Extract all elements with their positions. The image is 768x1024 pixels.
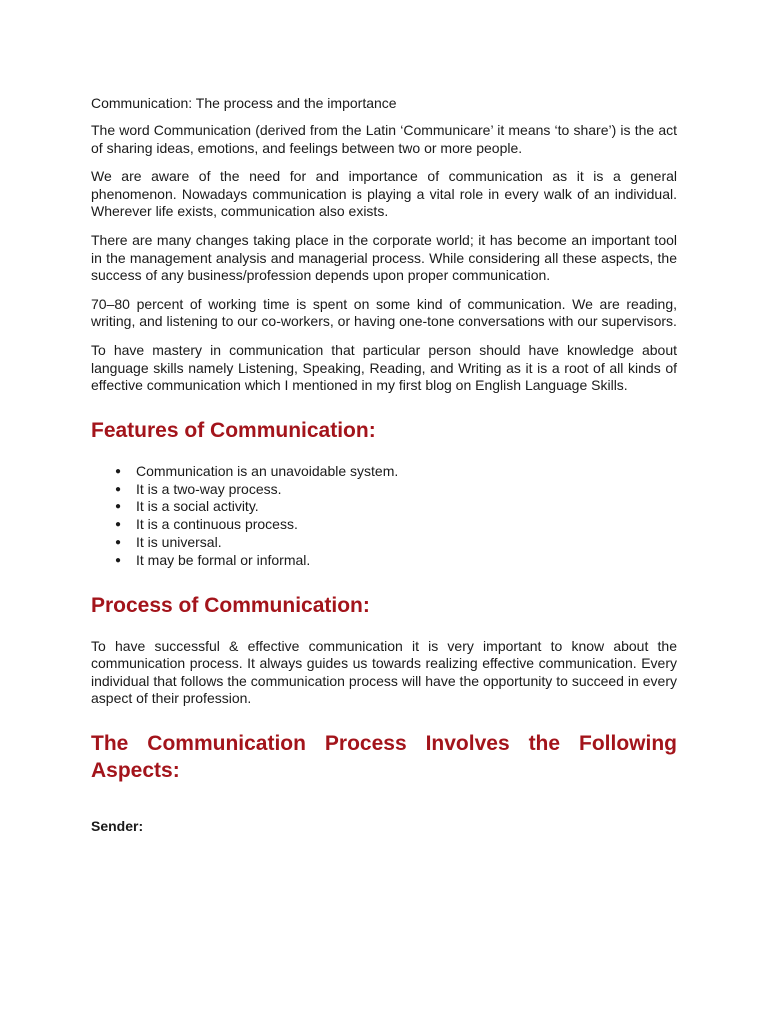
features-list xyxy=(91,463,677,570)
aspects-heading: The Communication Process Involves the Following Aspects: xyxy=(91,731,677,782)
list-item xyxy=(91,498,677,516)
bullet-icon: ● xyxy=(115,536,122,548)
process-paragraph: To have successful & effective communication it is very important to know about the communication process. It always guides us towards realizing effective communication. Every individual that follows the communication process will have the opportunity to succeed in every aspect of their profession. xyxy=(91,637,677,707)
list-item-text: It is a social activity. xyxy=(136,498,259,515)
intro-paragraph-5: To have mastery in communication that particular person should have knowledge about language skills namely Listening, Speaking, Reading, and Writing as it is a root of all kinds of effective communication which I mentioned in my first blog on English Language Skills. xyxy=(91,341,677,394)
bullet-icon: ● xyxy=(115,554,122,566)
bullet-icon: ● xyxy=(115,483,122,495)
intro-paragraph-3: There are many changes taking place in the corporate world; it has become an important tool in the management analysis and managerial process. While considering all these aspects, the success of any business/profession depends upon proper communication. xyxy=(91,231,677,284)
document-title: Communication: The process and the importance xyxy=(91,95,397,111)
list-item xyxy=(91,516,677,534)
list-item-text: It is a two-way process. xyxy=(136,480,282,497)
intro-paragraph-4: 70–80 percent of working time is spent on some kind of communication. We are reading, writing, and listening to our co-workers, or having one-tone conversations with our supervisors. xyxy=(91,295,677,330)
intro-paragraph-2: We are aware of the need for and importance of communication as it is a general phenomenon. Nowadays communication is playing a vital role in every walk of an individual. Wherever life exists, communication also exists. xyxy=(91,168,677,220)
bullet-icon: ● xyxy=(115,519,122,531)
list-item xyxy=(91,534,677,552)
list-item xyxy=(91,552,677,570)
list-item-text: It may be formal or informal. xyxy=(136,551,311,568)
bullet-icon: ● xyxy=(115,465,122,477)
list-item xyxy=(91,481,677,499)
list-item-text: Communication is an unavoidable system. xyxy=(136,462,399,479)
list-item-text: It is universal. xyxy=(136,533,222,550)
sender-label: Sender: xyxy=(91,817,144,834)
bullet-icon: ● xyxy=(115,501,122,513)
features-heading: Features of Communication: xyxy=(91,418,376,442)
intro-paragraph-1: The word Communication (derived from the Latin ‘Communicare’ it means ‘to share’) is the act of sharing ideas, emotions, and feelings between two or more people. xyxy=(91,122,677,156)
process-heading: Process of Communication: xyxy=(91,593,370,617)
document-page xyxy=(91,94,677,835)
list-item-text: It is a continuous process. xyxy=(136,516,298,533)
list-item xyxy=(91,463,677,481)
